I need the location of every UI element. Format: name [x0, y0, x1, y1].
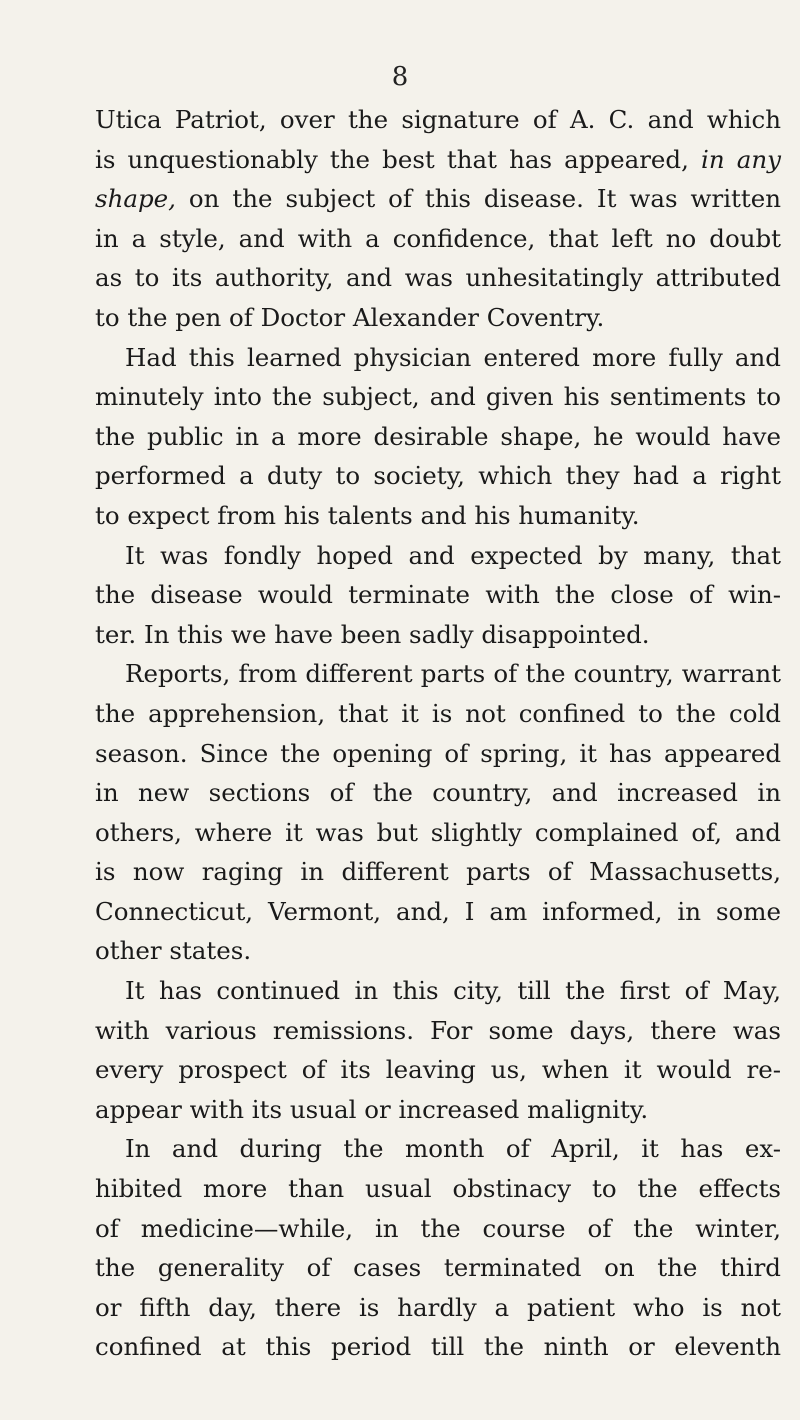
text-segment: appear with its usual or increased malignity.	[95, 1094, 649, 1124]
text-segment: Connecticut, Vermont, and, I am informed, in some	[95, 896, 781, 926]
text-segment: Utica Patriot, over the signature of A. C. and which	[95, 105, 781, 134]
text-segment: the apprehension, that it is not confined to the cold	[95, 698, 781, 728]
text-segment: others, where it was but slightly complained of, and	[95, 817, 781, 847]
text-segment: the generality of cases terminated on the third	[95, 1253, 781, 1283]
text-segment: confined at this period till the ninth or eleventh	[95, 1332, 781, 1362]
text-segment: Reports, from different parts of the country, warrant	[125, 659, 781, 689]
text-segment: other states.	[95, 936, 252, 966]
italic-text: shape,	[95, 184, 176, 214]
page-number: 8	[391, 62, 409, 92]
text-line	[95, 734, 781, 774]
text-segment: to expect from his talents and his humanity.	[95, 500, 640, 530]
text-line	[95, 417, 781, 457]
text-line	[95, 140, 781, 180]
text-segment: of medicine—while, in the course of the winter,	[95, 1213, 781, 1243]
text-line	[95, 298, 781, 338]
text-line	[95, 258, 781, 298]
text-line	[95, 179, 781, 219]
text-segment: performed a duty to society, which they had a right	[95, 461, 781, 491]
text-line	[95, 377, 781, 417]
text-line	[95, 1248, 781, 1288]
text-line	[95, 971, 781, 1011]
text-line	[95, 100, 781, 140]
text-line	[95, 575, 781, 615]
text-line	[95, 694, 781, 734]
text-line	[95, 496, 781, 536]
text-segment: to the pen of Doctor Alexander Coventry.	[95, 302, 605, 332]
text-line	[95, 338, 781, 378]
text-line	[95, 852, 781, 892]
text-line	[95, 1209, 781, 1249]
text-line	[95, 1169, 781, 1209]
text-segment: on the subject of this disease. It was written	[175, 184, 781, 214]
text-line	[95, 456, 781, 496]
text-segment: It has continued in this city, till the first of May,	[125, 976, 781, 1006]
body-text	[95, 100, 781, 1367]
text-line	[95, 1129, 781, 1169]
text-segment: every prospect of its leaving us, when it would re-	[95, 1055, 781, 1085]
text-line	[95, 1011, 781, 1051]
text-segment: with various remissions. For some days, there was	[95, 1015, 781, 1045]
text-line	[95, 219, 781, 259]
text-line	[95, 931, 781, 971]
text-line	[95, 892, 781, 932]
text-line	[95, 654, 781, 694]
text-line	[95, 615, 781, 655]
text-segment: In and during the month of April, it has ex-	[125, 1134, 781, 1164]
text-segment: as to its authority, and was unhesitatingly attributed	[95, 263, 781, 293]
text-segment: is unquestionably the best that has appeared,	[95, 144, 702, 174]
text-segment: hibited more than usual obstinacy to the effects	[95, 1174, 781, 1204]
text-segment: or fifth day, there is hardly a patient who is not	[95, 1292, 781, 1322]
text-line	[95, 1288, 781, 1328]
text-line	[95, 813, 781, 853]
text-segment: the public in a more desirable shape, he would have	[95, 421, 781, 451]
text-segment: is now raging in different parts of Massachusetts,	[95, 857, 781, 887]
text-segment: ter. In this we have been sadly disappointed.	[95, 619, 650, 649]
text-segment: It was fondly hoped and expected by many, that	[125, 540, 781, 570]
text-segment: in a style, and with a confidence, that left no doubt	[95, 223, 781, 253]
text-segment: minutely into the subject, and given his sentiments to	[95, 382, 781, 412]
text-segment: the disease would terminate with the close of win-	[95, 580, 781, 610]
text-line	[95, 1327, 781, 1367]
text-segment: in new sections of the country, and increased in	[95, 778, 781, 808]
text-line	[95, 1090, 781, 1130]
text-line	[95, 773, 781, 813]
text-line	[95, 536, 781, 576]
text-line	[95, 1050, 781, 1090]
italic-text: in any	[701, 144, 781, 174]
text-segment: Had this learned physician entered more fully and	[125, 342, 781, 372]
text-segment: season. Since the opening of spring, it has appeared	[95, 738, 781, 768]
